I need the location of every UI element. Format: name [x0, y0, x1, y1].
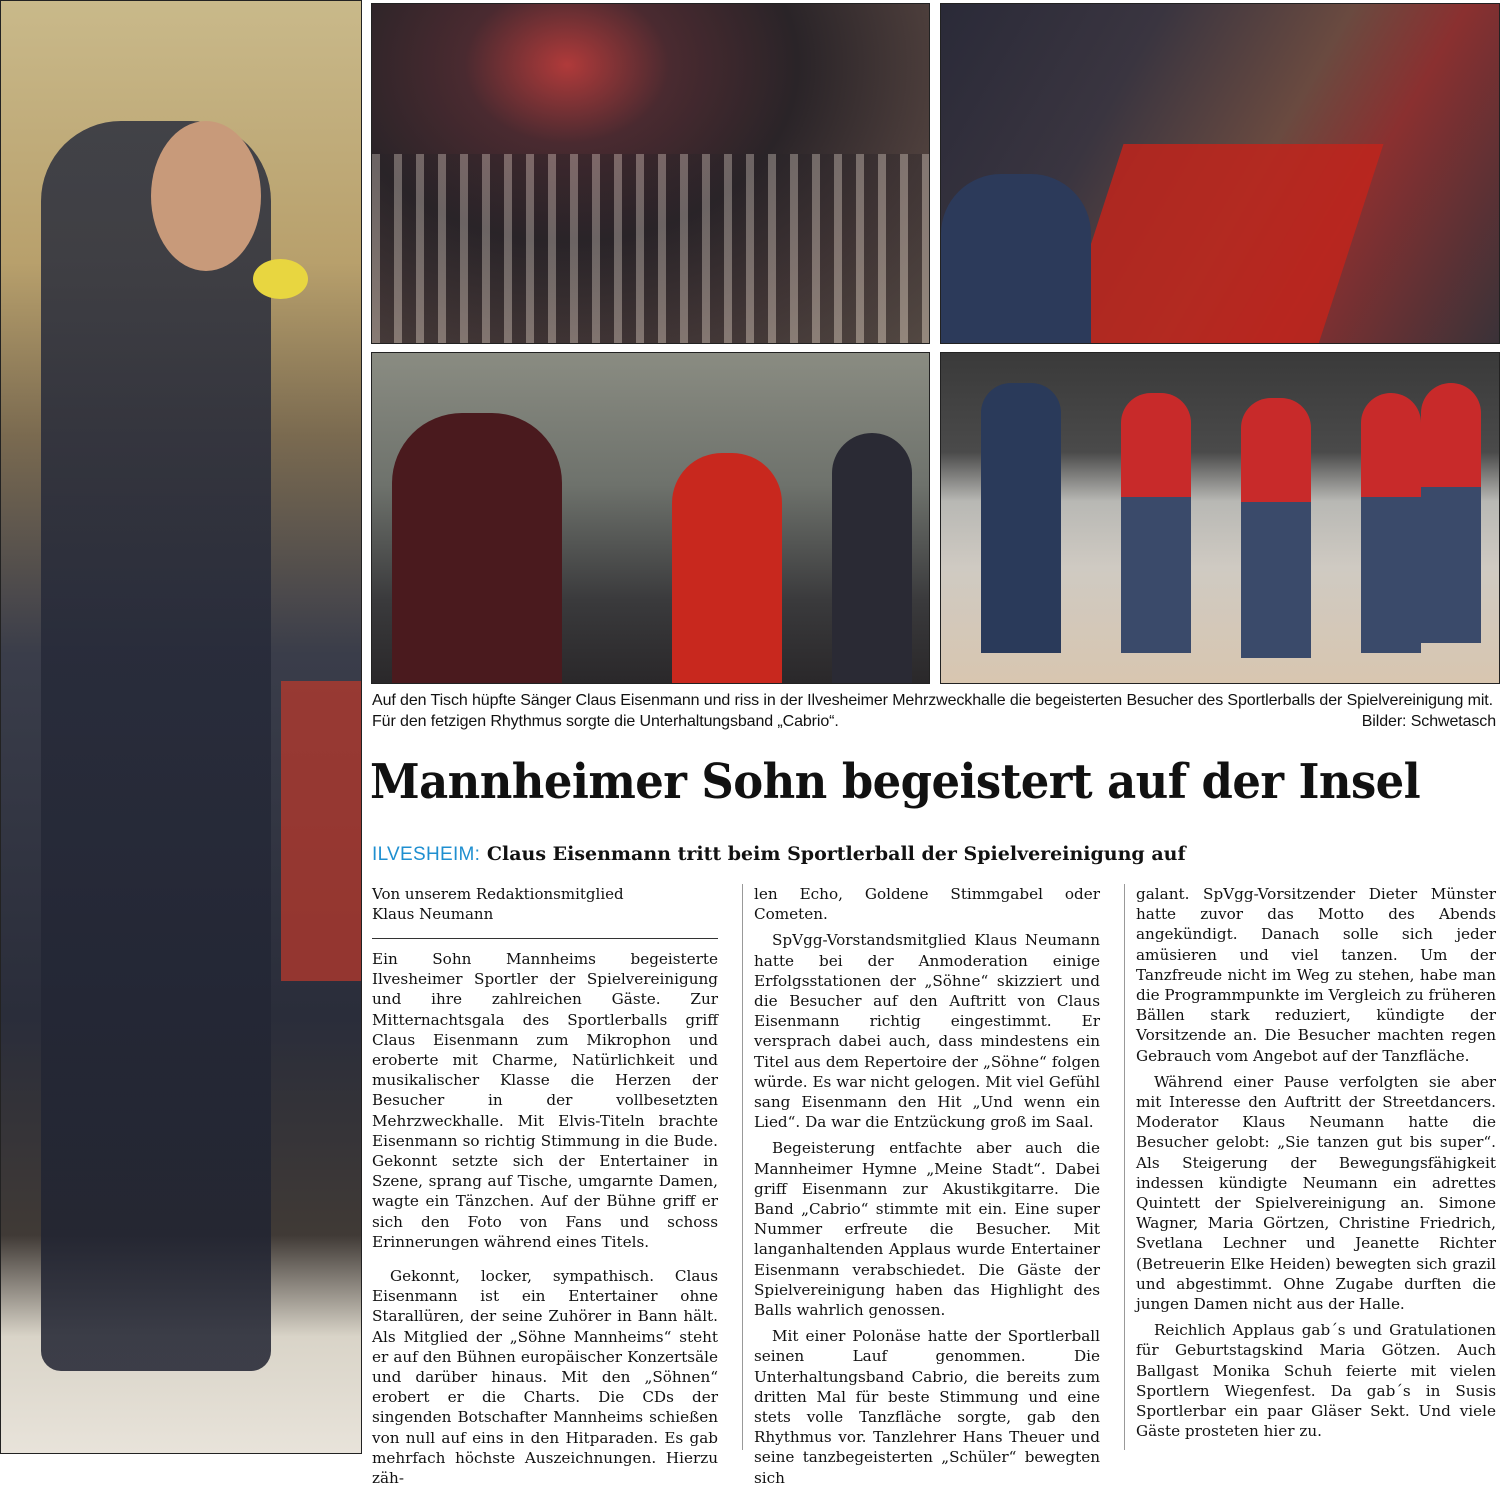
photo-singer-on-table	[0, 0, 362, 1454]
subheadline-text: Claus Eisenmann tritt beim Sportlerball der Spielvereinigung auf	[486, 843, 1186, 865]
byline	[372, 884, 718, 924]
paragraph: Begeisterung entfachte aber auch die Mannheimer Hymne „Meine Stadt“. Dabei griff Eisenmann zur Akustikgitarre. Die Band „Cabrio“ stimmte mit ein. Eine super Nummer erfreute die Besucher. Mit langanhaltenden Applaus wurde Entertainer Eisenmann verabschiedet. Die Gäste der Spielvereinigung haben das Highlight des Balls wahrlich genossen.	[754, 1139, 1100, 1320]
column-divider	[742, 884, 743, 1450]
paragraph: Während einer Pause verfolgten sie aber mit Interesse den Auftritt der Streetdancers. Moderator Klaus Neumann hatte die Besucher gelobt: „Sie tanzen gut bis super“. Als Steigerung der Bewegungsfähigkeit indessen kündigte Neumann ein adrettes Quintett der Spielvereinigung an. Simone Wagner, Maria Görtzen, Christine Friedrich, Svetlana Lechner und Jeanette Richter (Betreuerin Elke Heiden) bewegten sich grazil und abgestimmt. Ohne Zugabe durften die jungen Damen nicht aus der Halle.	[1136, 1072, 1496, 1314]
headline: Mannheimer Sohn begeistert auf der Insel	[370, 754, 1421, 810]
photo-credit: Bilder: Schwetasch	[1361, 713, 1496, 730]
photo-sportlerbar	[940, 3, 1500, 344]
paragraph: galant. SpVgg-Vorsitzender Dieter Münster hatte zuvor das Motto des Abends angekündigt. Danach solle sich jeder amüsieren und viel tanzen. Um der Tanzfreude nicht im Weg zu stehen, habe man die Programmpunkte im Vergleich zu früheren Bällen stark reduziert, kündigte der Vorsitzende an. Die Besucher machten regen Gebrauch vom Angebot auf der Tanzfläche.	[1136, 885, 1496, 1065]
article-column-1	[372, 884, 718, 1488]
location-kicker: ILVESHEIM:	[372, 844, 481, 865]
photo-caption	[372, 690, 1500, 732]
article-column-3	[1136, 884, 1496, 1441]
paragraph: len Echo, Goldene Stimmgabel oder Cometen.	[754, 885, 1100, 924]
photo-band-cabrio	[371, 352, 930, 684]
photo-dance-hall	[371, 3, 930, 344]
paragraph: Gekonnt, locker, sympathisch. Claus Eisenmann ist ein Entertainer ohne Starallüren, der seine Zuhörer in Bann hält. Als Mitglied der „Söhne Mannheims“ steht er auf den Bühnen europäischer Konzertsäle und darüber hinaus. Mit den „Söhnen“ erobert er die Charts. Die CDs der singenden Botschafter Mannheims schießen von null auf eins in den Hitparaden. Es gab mehrfach höchste Auszeichnungen. Hierzu zäh-	[372, 1267, 718, 1488]
caption-text: Auf den Tisch hüpfte Sänger Claus Eisenmann und riss in der Ilvesheimer Mehrzweckhalle die begeisterten Besucher des Sportlerballs der Spielvereinigung mit. Für den fetzigen Rhythmus sorgte die Unterhaltungsband „Cabrio“.	[372, 692, 1494, 730]
paragraph: SpVgg-Vorstandsmitglied Klaus Neumann hatte bei der Anmoderation einige Erfolgsstationen der „Söhne“ skizziert und die Besucher auf den Auftritt von Claus Eisenmann richtig eingestimmt. Er versprach dabei auch, dass mindestens ein Titel aus dem Repertoire der „Söhne“ folgen würde. Es war nicht gelogen. Mit viel Gefühl sang Eisenmann den Hit „Und wenn ein Lied“. Da war die Entzückung groß im Saal.	[754, 931, 1100, 1132]
subheadline	[372, 840, 1502, 869]
byline-divider	[372, 938, 718, 939]
paragraph: Mit einer Polonäse hatte der Sportlerball seinen Lauf genommen. Die Unterhaltungsband Cabrio, die bereits zum dritten Mal für beste Stimmung und eine stets volle Tanzfläche sorgte, gab den Rhythmus vor. Tanzlehrer Hans Theuer und seine tanzbegeisterten „Schüler“ bewegten sich	[754, 1327, 1100, 1487]
paragraph: Ein Sohn Mannheims begeisterte Ilvesheimer Sportler der Spielvereinigung und ihre zahlreichen Gäste. Zur Mitternachtsgala des Sportlerballs griff Claus Eisenmann zum Mikrophon und eroberte mit Charme, Natürlichkeit und musikalischer Klasse die Herzen der Besucher in der vollbesetzten Mehrzweckhalle. Mit Elvis-Titeln brachte Eisenmann so richtig Stimmung in die Bude. Gekonnt setzte sich der Entertainer in Szene, sprang auf Tische, umgarnte Damen, wagte ein Tänzchen. Auf der Bühne griff er sich den Foto von Fans und schoss Erinnerungen während eines Titels.	[372, 950, 718, 1251]
byline-author: Klaus Neumann	[372, 905, 494, 923]
paragraph: Reichlich Applaus gab´s und Gratulationen für Geburtstagskind Maria Götzen. Auch Ballgast Monika Schuh feierte mit vielen Sportlern Wiegenfest. Da gab´s in Susis Sportlerbar ein paar Gläser Sekt. Und viele Gäste prosteten hier zu.	[1136, 1321, 1496, 1441]
article-column-2	[754, 884, 1100, 1488]
column-divider	[1124, 884, 1125, 1450]
byline-line-1: Von unserem Redaktionsmitglied	[372, 885, 624, 903]
photo-streetdancers	[940, 352, 1500, 684]
